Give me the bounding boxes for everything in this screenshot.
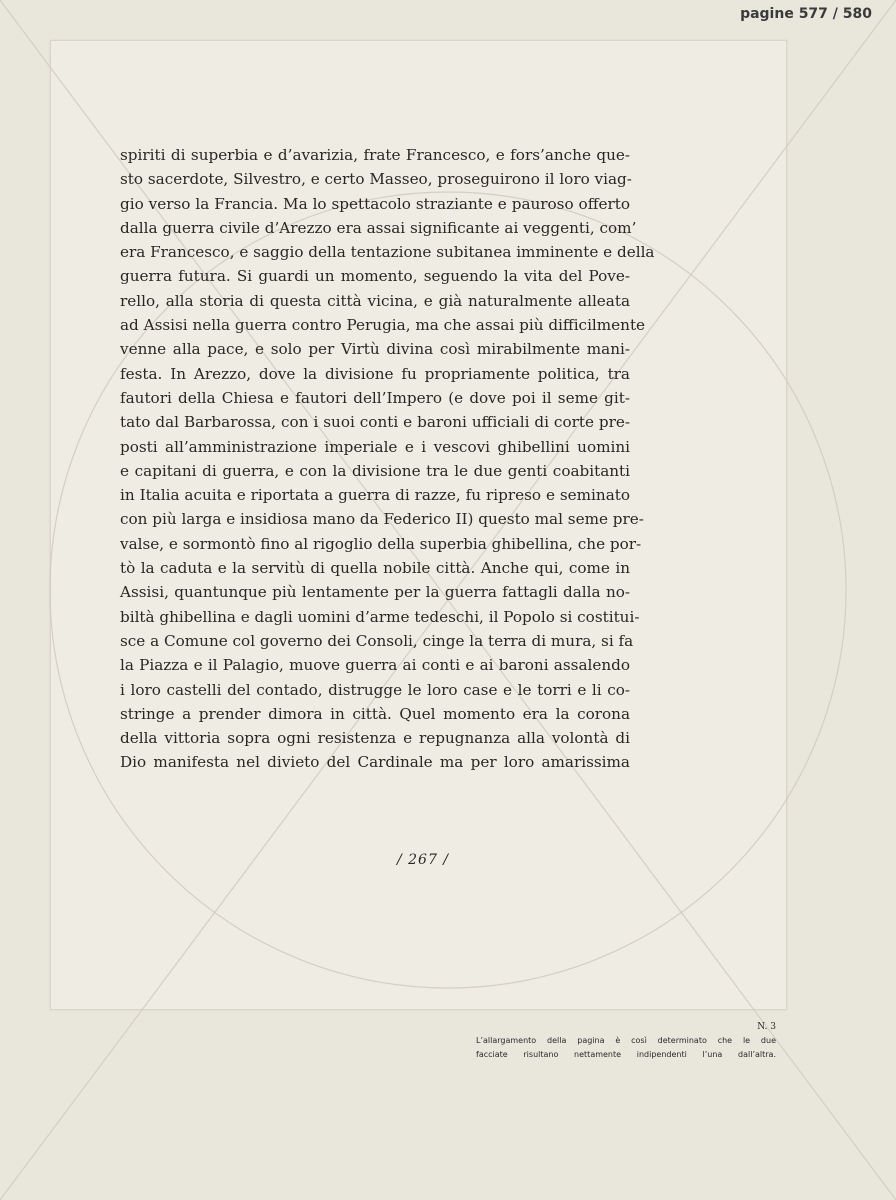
footnote — [476, 1020, 776, 1062]
text-line: rello, alla storia di questa città vicina, e già naturalmente alleata — [120, 291, 630, 310]
text-line: venne alla pace, e solo per Virtù divina così mirabilmente mani- — [120, 340, 630, 359]
text-line: fautori della Chiesa e fautori dell’Impero (e dove poi il seme git- — [120, 388, 630, 407]
text-line: in Italia acuita e riportata a guerra di razze, fu ripreso e seminato — [120, 486, 630, 505]
text-line: Dio manifesta nel divieto del Cardinale ma per loro amarissima — [120, 753, 630, 772]
text-line: i loro castelli del contado, distrugge le loro case e le torri e li co- — [120, 680, 630, 699]
text-line: stringe a prender dimora in città. Quel momento era la corona — [120, 704, 630, 723]
text-line: valse, e sormontò fino al rigoglio della superbia ghibellina, che por- — [120, 534, 642, 553]
text-line: posti all’amministrazione imperiale e i vescovi ghibellini uomini — [120, 437, 630, 456]
pages-label: pagine 577 / 580 — [740, 6, 872, 22]
text-line: tò la caduta e la servitù di quella nobile città. Anche qui, come in — [120, 559, 630, 578]
text-line: ad Assisi nella guerra contro Perugia, ma che assai più difficilmente — [120, 316, 646, 335]
page-number: / 267 / — [396, 852, 450, 868]
note-line: facciate risultano nettamente indipendenti l’una dall’altra. — [476, 1050, 776, 1059]
text-line: guerra futura. Si guardi un momento, seguendo la vita del Pove- — [120, 267, 630, 286]
text-line: festa. In Arezzo, dove la divisione fu propriamente politica, tra — [120, 364, 630, 383]
text-line: la Piazza e il Palagio, muove guerra ai conti e ai baroni assalendo — [120, 656, 630, 675]
text-line: della vittoria sopra ogni resistenza e repugnanza alla volontà di — [120, 729, 630, 748]
text-line: con più larga e insidiosa mano da Federico II) questo mal seme pre- — [120, 510, 644, 529]
text-line: biltà ghibellina e dagli uomini d’arme tedeschi, il Popolo si costitui- — [120, 607, 640, 626]
text-line: Assisi, quantunque più lentamente per la guerra fattagli dalla no- — [120, 583, 630, 602]
body-text — [120, 143, 655, 775]
note-id: N. 3 — [757, 1022, 776, 1032]
text-line: e capitani di guerra, e con la divisione tra le due genti coabitanti — [120, 461, 630, 480]
text-line: sce a Comune col governo dei Consoli, cinge la terra di mura, si fa — [120, 631, 634, 650]
text-line: sto sacerdote, Silvestro, e certo Masseo, proseguirono il loro viag- — [120, 170, 632, 189]
text-line: dalla guerra civile d’Arezzo era assai significante ai veggenti, com’ — [120, 218, 637, 237]
text-line: gio verso la Francia. Ma lo spettacolo straziante e pauroso offerto — [120, 194, 630, 213]
note-line: L’allargamento della pagina è così determinato che le due — [476, 1036, 776, 1045]
text-line: spiriti di superbia e d’avarizia, frate Francesco, e fors’anche que- — [120, 146, 630, 164]
text-line: tato dal Barbarossa, con i suoi conti e baroni ufficiali di corte pre- — [120, 413, 630, 432]
text-line: era Francesco, e saggio della tentazione subitanea imminente e della — [120, 243, 655, 262]
